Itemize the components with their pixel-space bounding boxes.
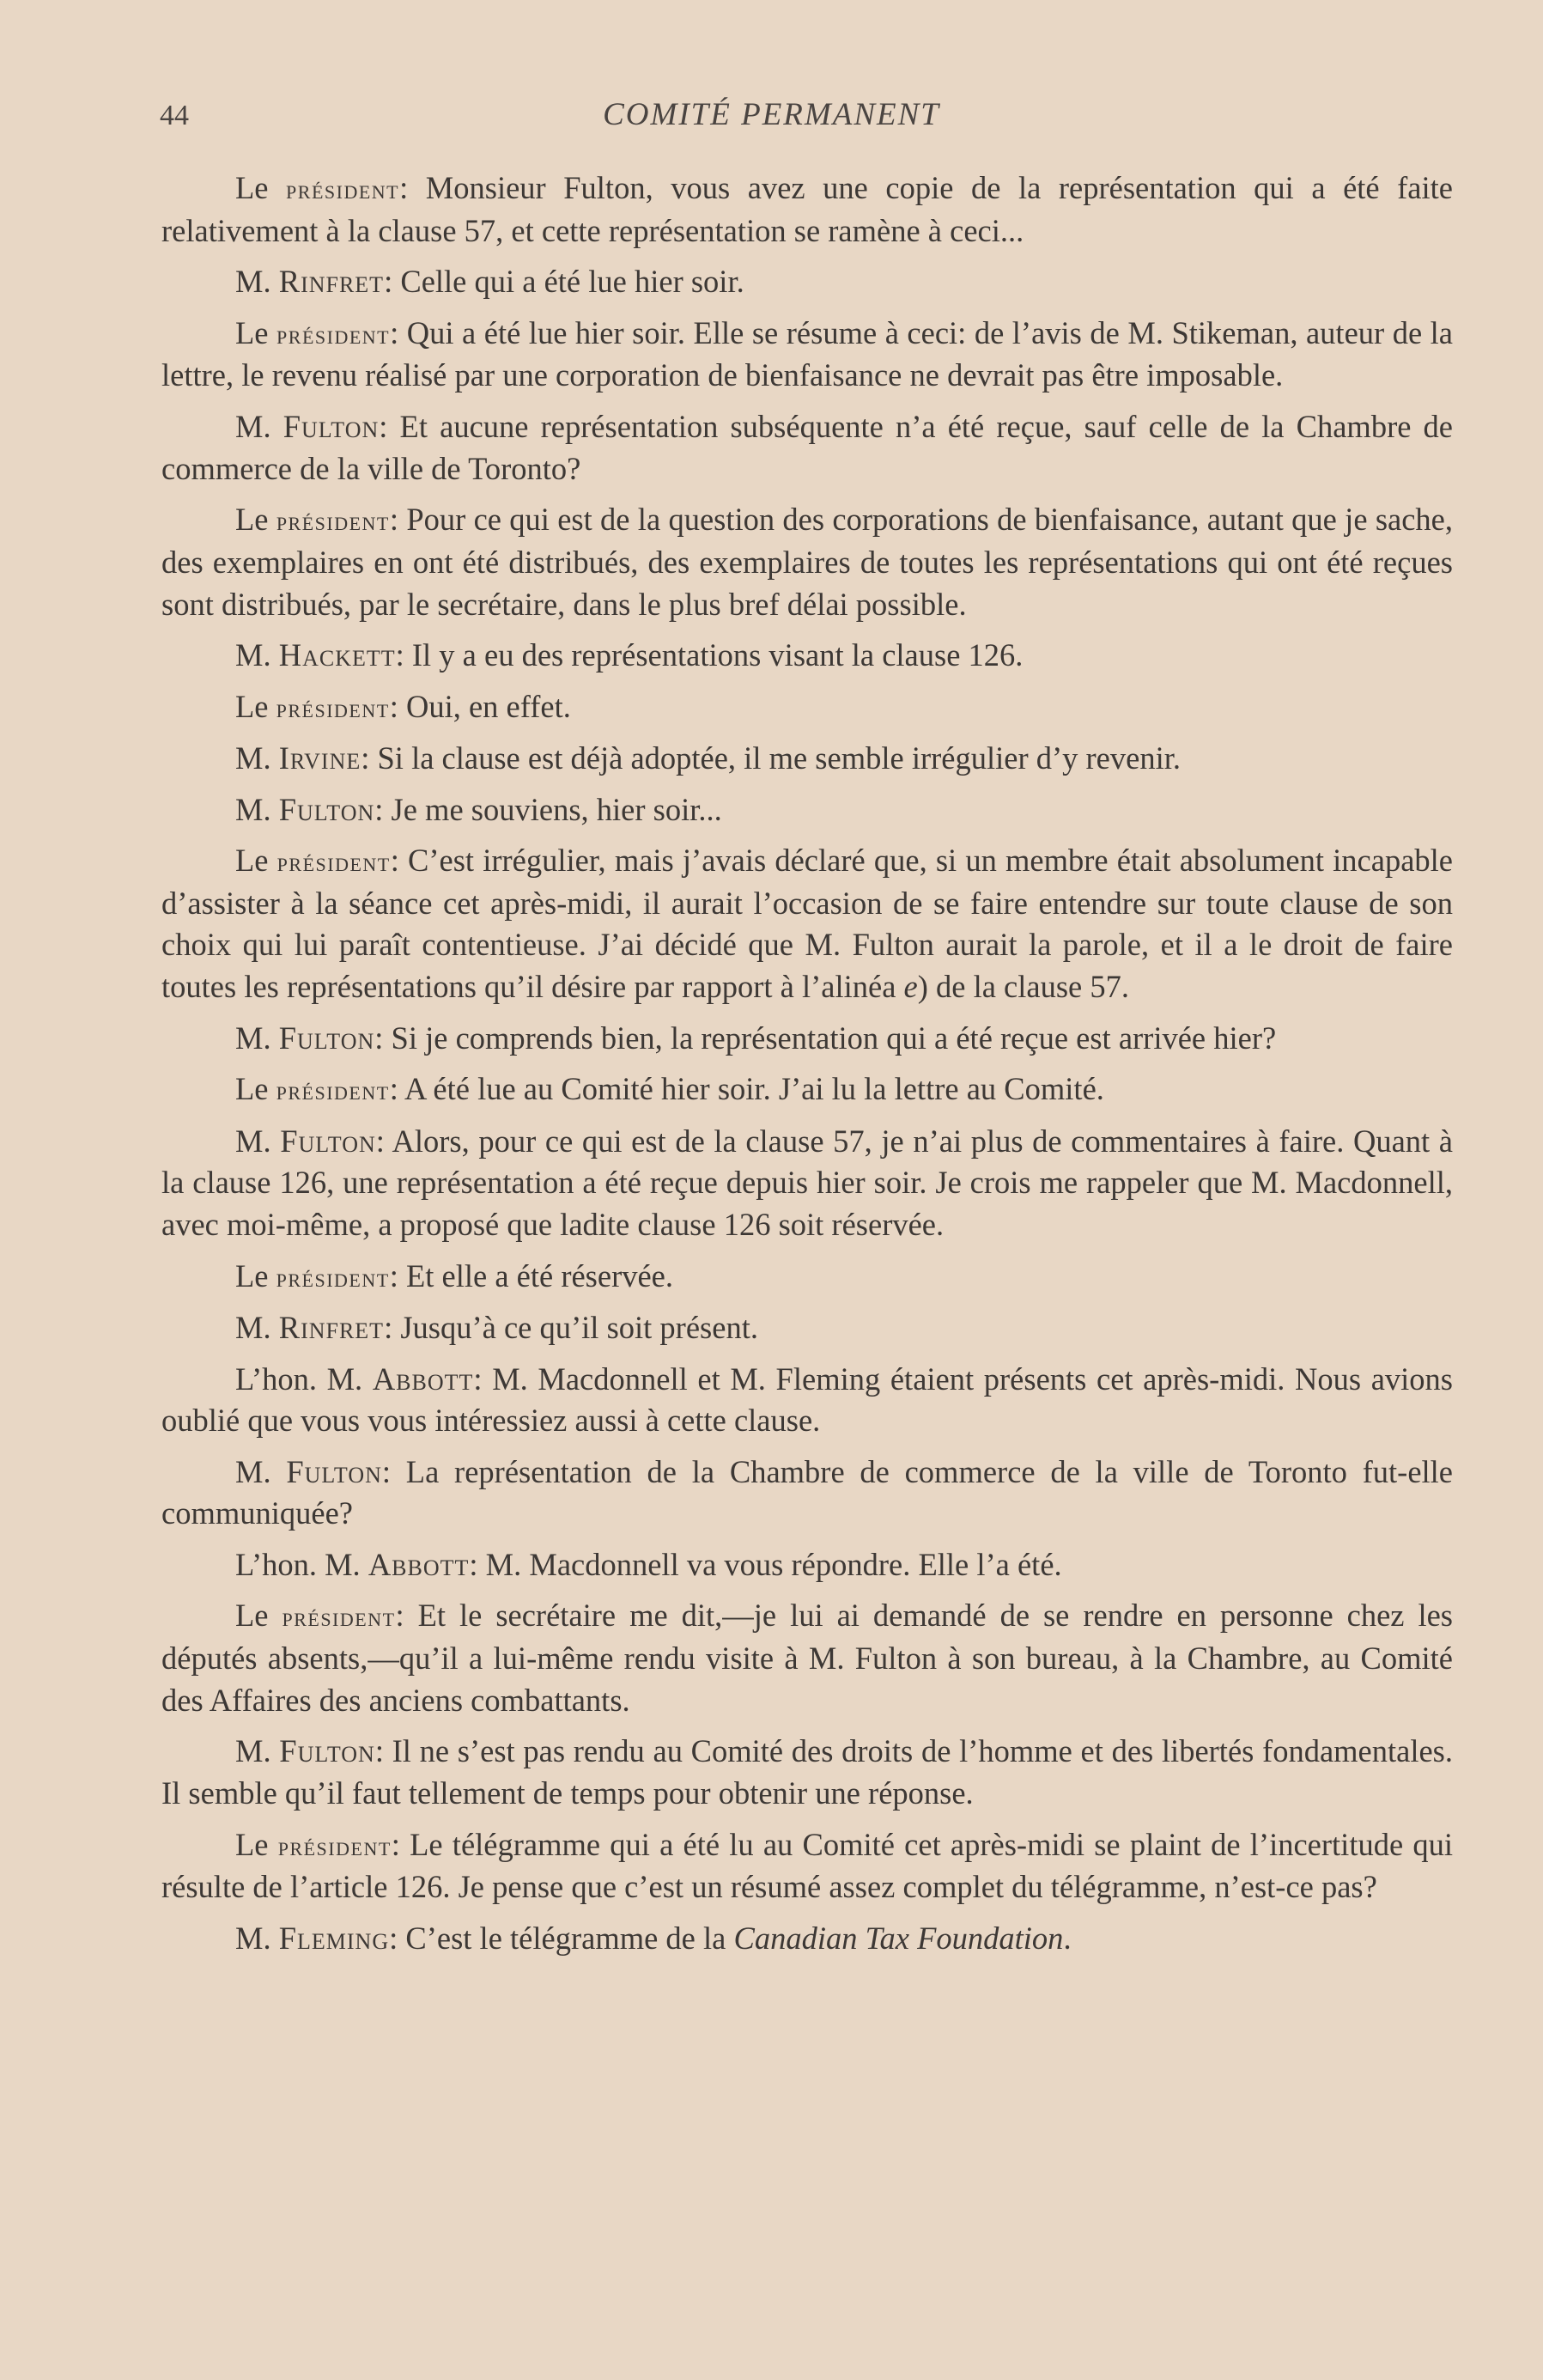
transcript-paragraph	[161, 1595, 1453, 1721]
paragraph-text: : Jusqu’à ce qu’il soit présent.	[384, 1310, 758, 1346]
transcript-paragraph	[161, 1018, 1453, 1060]
speaker-title: Le	[235, 314, 269, 350]
speaker-name: Rinfret	[278, 1310, 385, 1346]
paragraph-italic-text: e	[903, 969, 918, 1005]
transcript-paragraph	[161, 1544, 1453, 1586]
paragraph-text: : Et aucune représentation subséquente n’a été reçue, sauf celle de la Chambre de commerce de la ville de Toronto?	[161, 408, 1454, 486]
speaker-title: Le	[235, 1826, 269, 1862]
speaker-name: Rinfret	[278, 264, 385, 300]
speaker-name: président	[276, 318, 391, 350]
speaker-title: Le	[235, 1071, 269, 1107]
paragraph-text: ) de la clause 57.	[917, 969, 1130, 1005]
speaker-name: président	[277, 1829, 392, 1861]
paragraph-text: : Oui, en effet.	[389, 688, 571, 724]
transcript-paragraph	[161, 1256, 1453, 1299]
speaker-name: Irvine	[278, 740, 361, 776]
speaker-title: Le	[235, 170, 269, 205]
transcript-paragraph	[161, 313, 1453, 397]
speaker-name: président	[276, 691, 390, 723]
speaker-title: M.	[235, 408, 271, 444]
speaker-title: L’hon. M.	[235, 1546, 361, 1582]
speaker-title: Le	[235, 1257, 269, 1293]
paragraph-text: : Et elle a été réservée.	[389, 1257, 674, 1293]
speaker-name: président	[276, 1261, 390, 1293]
paragraph-text: : Si je comprends bien, la représentation qui a été reçue est arrivée hier?	[374, 1020, 1277, 1056]
paragraph-text: : Il y a eu des représentations visant la clause 126.	[395, 637, 1024, 673]
transcript-paragraph	[161, 635, 1453, 677]
paragraph-text: : Il ne s’est pas rendu au Comité des droits de l’homme et des libertés fondamentales. Il semble qu’il faut tellement de temps pour obtenir une réponse.	[161, 1733, 1453, 1811]
speaker-title: L’hon. M.	[235, 1360, 363, 1397]
paragraph-text: : La représentation de la Chambre de commerce de la ville de Toronto fut-elle communiquée?	[161, 1453, 1454, 1531]
paragraph-text: : Qui a été lue hier soir. Elle se résume à ceci: de l’avis de M. Stikeman, auteur de la lettre, le revenu réalisé par une corporation de bienfaisance ne devrait pas être imposable.	[161, 314, 1454, 393]
transcript-paragraph	[161, 499, 1453, 625]
transcript-paragraph	[161, 1824, 1453, 1908]
paragraph-text: .	[1063, 1920, 1072, 1956]
paragraph-text: : Si la clause est déjà adoptée, il me semble irrégulier d’y revenir.	[361, 740, 1181, 776]
paragraph-text: : C’est le télégramme de la	[389, 1920, 734, 1956]
speaker-title: Le	[235, 1598, 269, 1634]
paragraph-text: : Et le secrétaire me dit,—je lui ai demandé de se rendre en personne chez les députés absents,—qu’il a lui-même rendu visite à M. Fulton à son bureau, à la Chambre, au Comité des Affaires des anciens combattants.	[161, 1598, 1453, 1718]
transcript-paragraph	[161, 789, 1453, 831]
transcript-body	[161, 167, 1453, 1969]
speaker-name: Abbott	[368, 1546, 470, 1582]
paragraph-text: : Monsieur Fulton, vous avez une copie de la représentation qui a été faite relativement à la clause 57, et cette représentation se ramène à ceci...	[161, 170, 1453, 248]
transcript-paragraph	[161, 1452, 1453, 1535]
paragraph-text: : Je me souviens, hier soir...	[374, 791, 722, 827]
transcript-paragraph	[161, 1359, 1453, 1442]
speaker-title: M.	[235, 1310, 271, 1346]
transcript-paragraph	[161, 167, 1453, 252]
speaker-name: président	[286, 173, 400, 204]
speaker-name: Abbott	[372, 1360, 474, 1397]
speaker-title: M.	[235, 1733, 271, 1769]
speaker-title: M.	[235, 740, 271, 776]
speaker-title: M.	[235, 1920, 271, 1956]
transcript-paragraph	[161, 406, 1453, 490]
speaker-title: M.	[235, 1453, 271, 1489]
speaker-name: président	[276, 505, 390, 537]
speaker-name: Fulton	[279, 1733, 375, 1769]
speaker-name: Hackett	[278, 637, 396, 673]
running-title: COMITÉ PERMANENT	[603, 97, 940, 132]
speaker-title: Le	[235, 688, 269, 724]
transcript-paragraph	[161, 840, 1453, 1008]
speaker-title: M.	[235, 637, 271, 673]
paragraph-text: : M. Macdonnell et M. Fleming étaient présents cet après-midi. Nous avions oublié que vous vous intéressiez aussi à cette clause.	[161, 1360, 1453, 1439]
speaker-name: Fulton	[286, 1453, 382, 1489]
speaker-title: M.	[235, 1123, 271, 1159]
paragraph-text: : Pour ce qui est de la question des corporations de bienfaisance, autant que je sache, des exemplaires en ont été distribués, des exemplaires de toutes les représentations qui ont été reçues sont distribués, par le secrétaire, dans le plus bref délai possible.	[161, 502, 1454, 622]
transcript-paragraph	[161, 261, 1453, 303]
speaker-title: Le	[235, 502, 269, 538]
paragraph-text: : Alors, pour ce qui est de la clause 57, je n’ai plus de commentaires à faire. Quant à la clause 126, une représentation a été reçue depuis hier soir. Je crois me rappeler que M. Macdonnell, avec moi-même, a proposé que ladite clause 126 soit réservée.	[161, 1123, 1454, 1243]
speaker-title: M.	[235, 791, 271, 827]
speaker-title: Le	[235, 843, 269, 879]
paragraph-text: : A été lue au Comité hier soir. J’ai lu la lettre au Comité.	[389, 1071, 1104, 1107]
transcript-paragraph	[161, 686, 1453, 729]
transcript-paragraph	[161, 1918, 1453, 1960]
paragraph-text: : C’est irrégulier, mais j’avais déclaré que, si un membre était absolument incapable d’assister à la séance cet après-midi, il aurait l’occasion de se faire entendre sur toute clause de son choix qui lui paraît contentieuse. J’ai décidé que M. Fulton aurait la parole, et il a le droit de faire toutes les représentations qu’il désire par rapport à l’alinéa	[161, 843, 1453, 1005]
speaker-name: Fulton	[278, 1020, 375, 1056]
speaker-name: Fulton	[278, 791, 375, 827]
page-number: 44	[160, 100, 189, 131]
paragraph-text: : M. Macdonnell va vous répondre. Elle l’a été.	[469, 1546, 1062, 1582]
speaker-name: président	[282, 1601, 396, 1633]
speaker-name: Fulton	[280, 1123, 376, 1159]
speaker-name: Fulton	[282, 408, 380, 444]
paragraph-text: : Le télégramme qui a été lu au Comité cet après-midi se plaint de l’incertitude qui résulte de l’article 126. Je pense que c’est un résumé assez complet du télégramme, n’est-ce pas?	[161, 1826, 1453, 1905]
transcript-paragraph	[161, 1121, 1453, 1246]
paragraph-italic-text: Canadian Tax Foundation	[733, 1920, 1064, 1956]
paragraph-text: : Celle qui a été lue hier soir.	[384, 264, 744, 300]
speaker-name: Fleming	[278, 1920, 390, 1956]
page-header	[0, 96, 1543, 148]
speaker-title: M.	[235, 1020, 271, 1056]
speaker-name: président	[276, 846, 391, 878]
transcript-paragraph	[161, 1731, 1453, 1814]
transcript-paragraph	[161, 1068, 1453, 1111]
speaker-name: président	[276, 1074, 390, 1106]
speaker-title: M.	[235, 264, 271, 300]
transcript-paragraph	[161, 738, 1453, 780]
transcript-paragraph	[161, 1307, 1453, 1349]
